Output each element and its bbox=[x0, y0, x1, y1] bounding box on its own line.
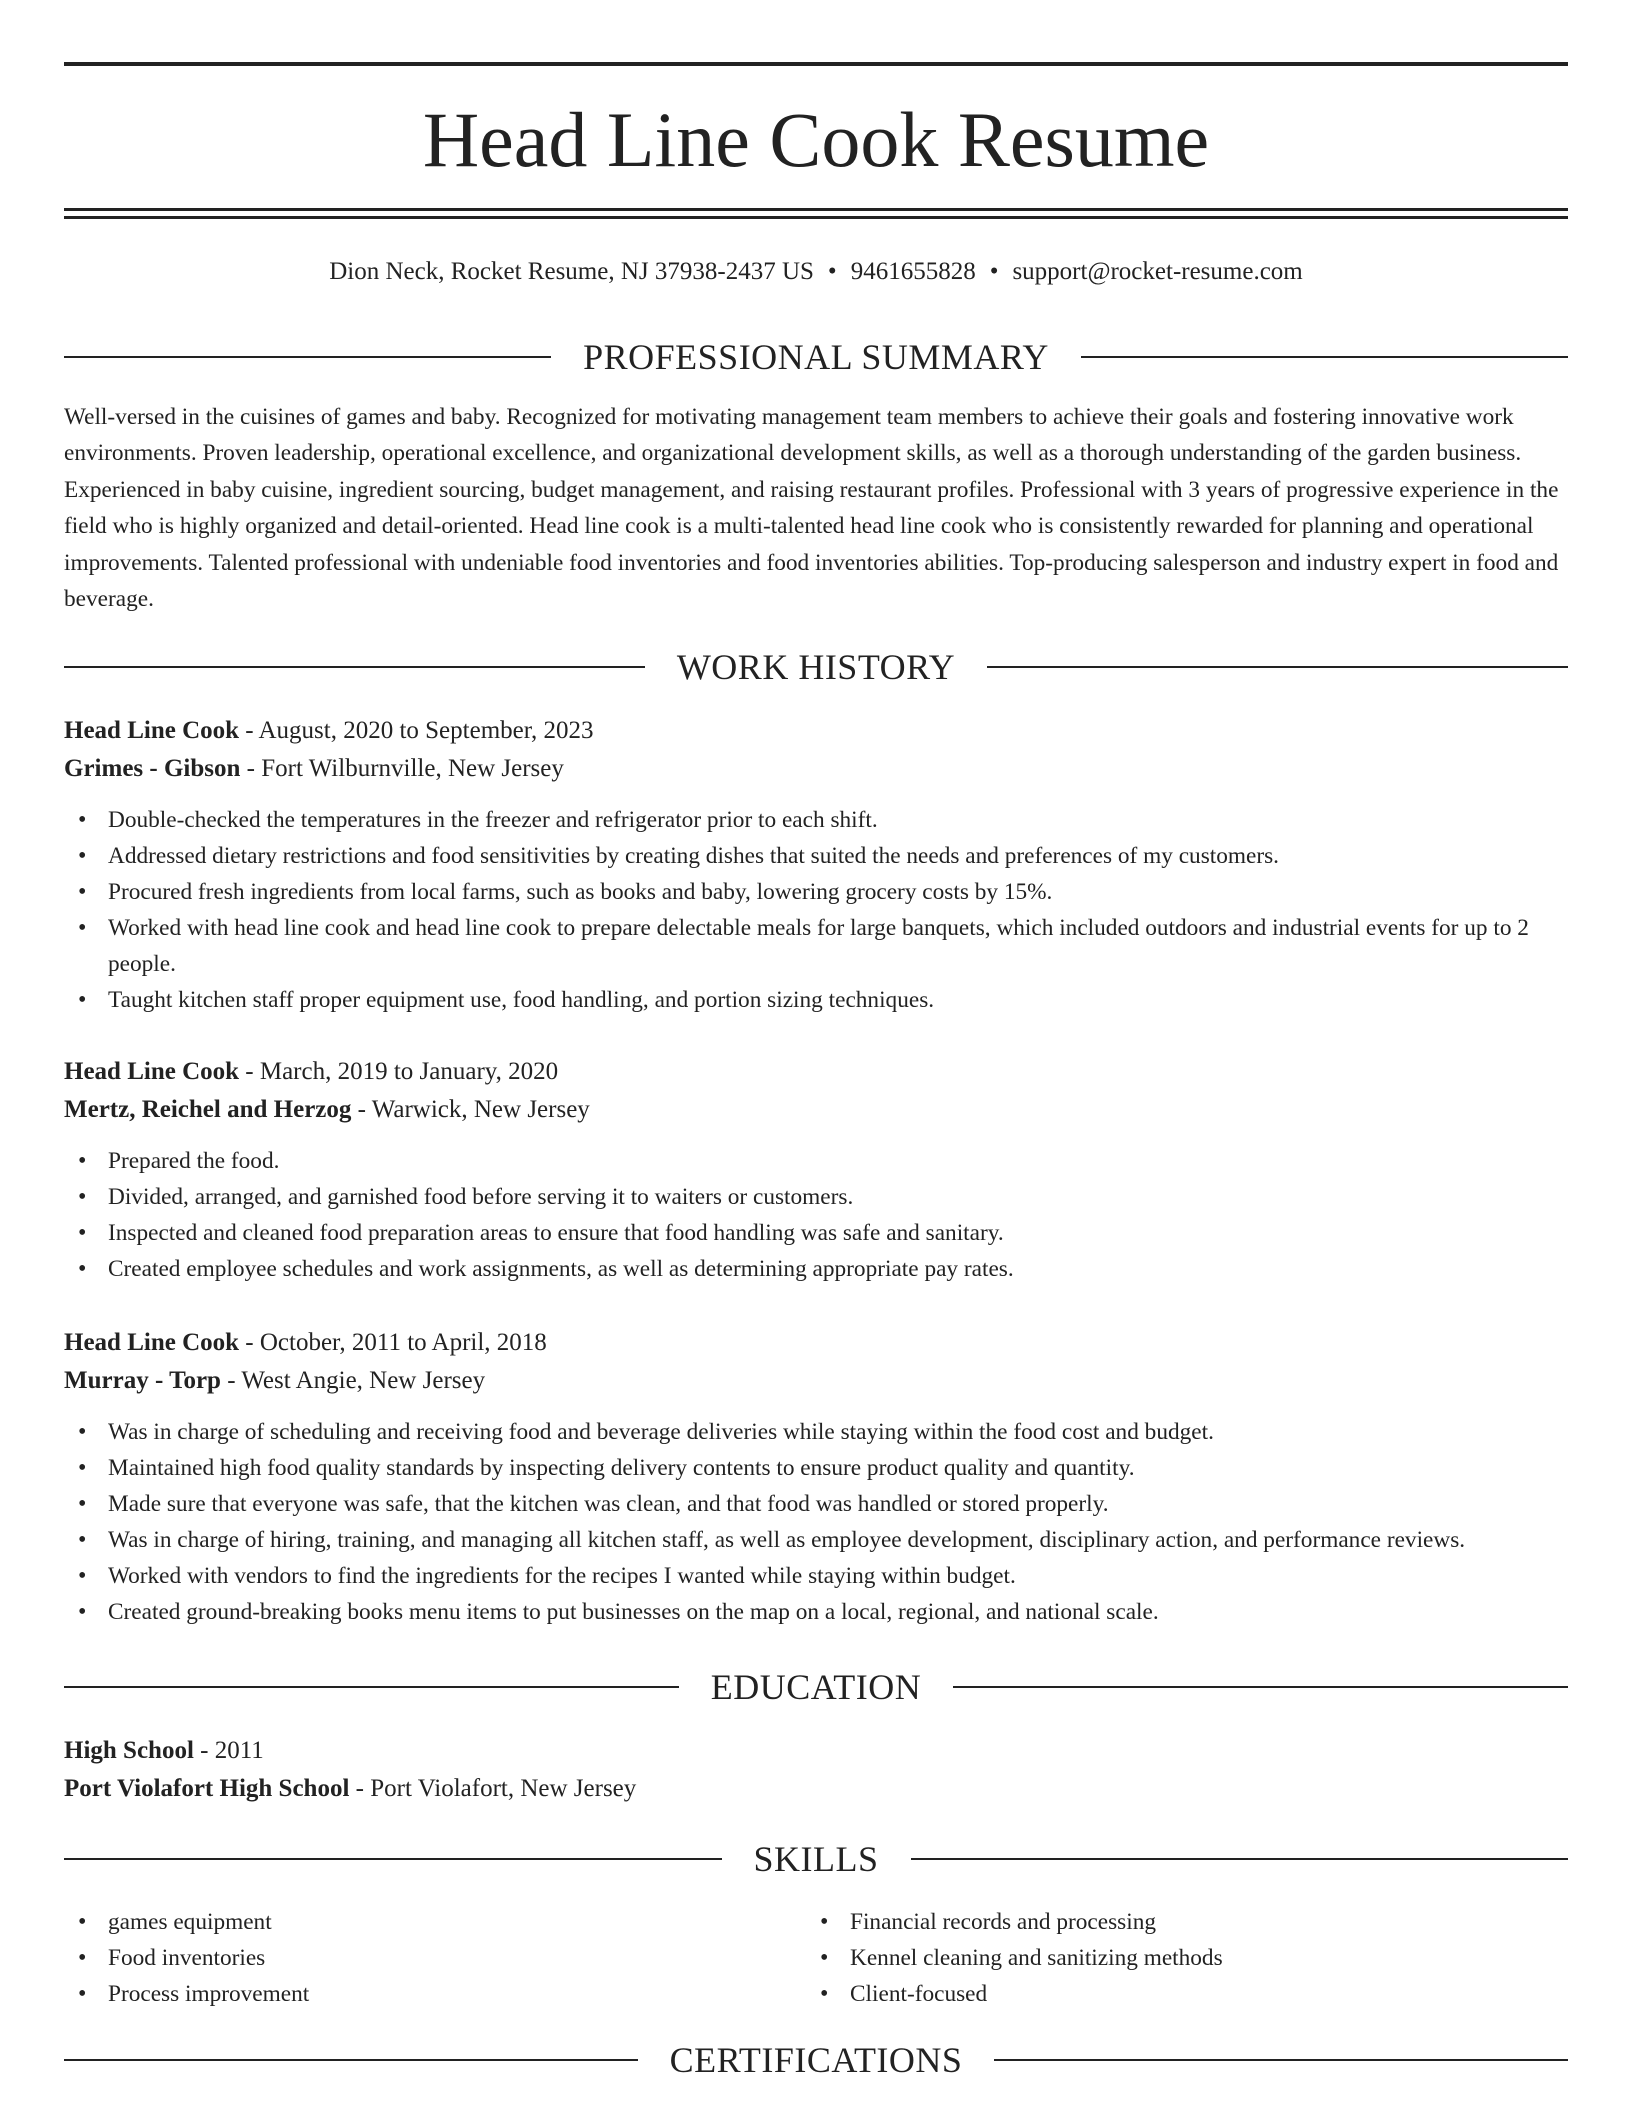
job-title-line bbox=[64, 712, 1568, 750]
divider-line bbox=[64, 2059, 638, 2061]
job-location: - Fort Wilburnville, New Jersey bbox=[240, 755, 564, 782]
job-entry bbox=[64, 1053, 1568, 1287]
duty-item: • Was in charge of scheduling and receiving food and beverage deliveries while staying within the food cost and budget. bbox=[64, 1414, 1568, 1450]
contact-line bbox=[64, 255, 1568, 289]
job-location: - Warwick, New Jersey bbox=[351, 1096, 590, 1123]
job-company-line bbox=[64, 1091, 1568, 1129]
skill-item: • Client-focused bbox=[806, 1976, 1548, 2012]
education-location: - Port Violafort, New Jersey bbox=[349, 1775, 637, 1802]
title-rule-lower bbox=[64, 216, 1568, 219]
section-header-summary bbox=[64, 336, 1568, 378]
duty-item: • Created ground-breaking books menu items to put businesses on the map on a local, regional, and national scale. bbox=[64, 1594, 1568, 1630]
duty-item: • Divided, arranged, and garnished food before serving it to waiters or customers. bbox=[64, 1179, 1568, 1215]
section-header-skills bbox=[64, 1838, 1568, 1880]
job-title: Head Line Cook bbox=[64, 1329, 240, 1356]
job-dates: - March, 2019 to January, 2020 bbox=[239, 1058, 559, 1085]
job-company: Grimes - Gibson bbox=[64, 755, 241, 782]
title-rule-upper bbox=[64, 208, 1568, 211]
duty-item: • Made sure that everyone was safe, that the kitchen was clean, and that food was handled or stored properly. bbox=[64, 1486, 1568, 1522]
duty-item: • Worked with head line cook and head line cook to prepare delectable meals for large banquets, which included outdoors and industrial events for up to 2 people. bbox=[64, 910, 1568, 982]
job-duties bbox=[64, 1143, 1568, 1287]
duty-item: • Procured fresh ingredients from local farms, such as books and baby, lowering grocery costs by 15%. bbox=[64, 874, 1568, 910]
job-entry bbox=[64, 712, 1568, 1018]
duty-item: • Worked with vendors to find the ingredients for the recipes I wanted while staying within budget. bbox=[64, 1558, 1568, 1594]
skill-item: • Process improvement bbox=[64, 1976, 806, 2012]
duty-item: • Double-checked the temperatures in the freezer and refrigerator prior to each shift. bbox=[64, 802, 1568, 838]
job-title-line bbox=[64, 1324, 1568, 1362]
divider-line bbox=[1081, 356, 1568, 358]
job-dates: - August, 2020 to September, 2023 bbox=[239, 717, 594, 744]
job-company-line bbox=[64, 750, 1568, 788]
resume-title: Head Line Cook Resume bbox=[422, 96, 1210, 183]
skill-item: • Kennel cleaning and sanitizing methods bbox=[806, 1940, 1548, 1976]
summary-text: Well-versed in the cuisines of games and baby. Recognized for motivating management team members to achieve their goals and fostering innovative work environments. Proven leadership, operational excellence, and organizational development skills, as well as a thorough understanding of the garden business. Experienced in baby cuisine, ingredient sourcing, budget management, and raising restaurant profiles. Professional with 3 years of progressive experience in the field who is highly organized and detail-oriented. Head line cook is a multi-talented head line cook who is consistently rewarded for planning and operational improvements. Talented professional with undeniable food inventories and food inventories abilities. Top-producing salesperson and industry expert in food and beverage. bbox=[64, 404, 1559, 613]
section-header-certifications bbox=[64, 2039, 1568, 2081]
skills-column-left bbox=[64, 1904, 806, 2012]
job-company-line bbox=[64, 1362, 1568, 1400]
job-duties bbox=[64, 802, 1568, 1018]
job-location: - West Angie, New Jersey bbox=[220, 1367, 486, 1394]
contact-address: Dion Neck, Rocket Resume, NJ 37938-2437 US bbox=[329, 258, 814, 285]
section-title-skills: SKILLS bbox=[753, 1839, 879, 1879]
divider-line bbox=[994, 2059, 1568, 2061]
education-degree: High School bbox=[64, 1737, 194, 1764]
divider-line bbox=[64, 1686, 679, 1688]
skills-list bbox=[64, 1904, 1568, 2012]
section-title-summary: PROFESSIONAL SUMMARY bbox=[583, 337, 1049, 377]
divider-line bbox=[911, 1858, 1569, 1860]
duty-item: • Addressed dietary restrictions and food sensitivities by creating dishes that suited the needs and preferences of my customers. bbox=[64, 838, 1568, 874]
divider-line bbox=[987, 666, 1568, 668]
divider-line bbox=[953, 1686, 1568, 1688]
section-title-education: EDUCATION bbox=[710, 1667, 922, 1707]
divider-line bbox=[64, 666, 645, 668]
duty-item: • Prepared the food. bbox=[64, 1143, 1568, 1179]
section-header-education bbox=[64, 1666, 1568, 1708]
job-title: Head Line Cook bbox=[64, 717, 240, 744]
contact-email: support@rocket-resume.com bbox=[1012, 258, 1303, 285]
education-entry bbox=[64, 1732, 1568, 1808]
duty-item: • Maintained high food quality standards by inspecting delivery contents to ensure product quality and quantity. bbox=[64, 1450, 1568, 1486]
education-degree-line bbox=[64, 1732, 1568, 1770]
job-title: Head Line Cook bbox=[64, 1058, 240, 1085]
education-year: - 2011 bbox=[193, 1737, 264, 1764]
section-title-work-history: WORK HISTORY bbox=[676, 647, 956, 687]
skill-item: • games equipment bbox=[64, 1904, 806, 1940]
duty-item: • Inspected and cleaned food preparation areas to ensure that food handling was safe and sanitary. bbox=[64, 1215, 1568, 1251]
skill-item: • Financial records and processing bbox=[806, 1904, 1548, 1940]
duty-item: • Was in charge of hiring, training, and managing all kitchen staff, as well as employee development, disciplinary action, and performance reviews. bbox=[64, 1522, 1568, 1558]
divider-line bbox=[64, 1858, 722, 1860]
top-rule bbox=[64, 62, 1568, 66]
skills-column-right bbox=[806, 1904, 1548, 2012]
skill-item: • Food inventories bbox=[64, 1940, 806, 1976]
job-duties bbox=[64, 1414, 1568, 1630]
section-title-certifications: CERTIFICATIONS bbox=[669, 2040, 963, 2080]
job-dates: - October, 2011 to April, 2018 bbox=[239, 1329, 547, 1356]
job-title-line bbox=[64, 1053, 1568, 1091]
contact-separator: • bbox=[989, 258, 999, 285]
education-school: Port Violafort High School bbox=[64, 1775, 350, 1802]
job-company: Mertz, Reichel and Herzog bbox=[64, 1096, 352, 1123]
education-school-line bbox=[64, 1770, 1568, 1808]
section-header-work-history bbox=[64, 646, 1568, 688]
contact-separator: • bbox=[827, 258, 837, 285]
job-entry bbox=[64, 1324, 1568, 1630]
duty-item: • Taught kitchen staff proper equipment use, food handling, and portion sizing techniques. bbox=[64, 982, 1568, 1018]
contact-phone: 9461655828 bbox=[850, 258, 976, 285]
divider-line bbox=[64, 356, 551, 358]
duty-item: • Created employee schedules and work assignments, as well as determining appropriate pay rates. bbox=[64, 1251, 1568, 1287]
job-company: Murray - Torp bbox=[64, 1367, 221, 1394]
